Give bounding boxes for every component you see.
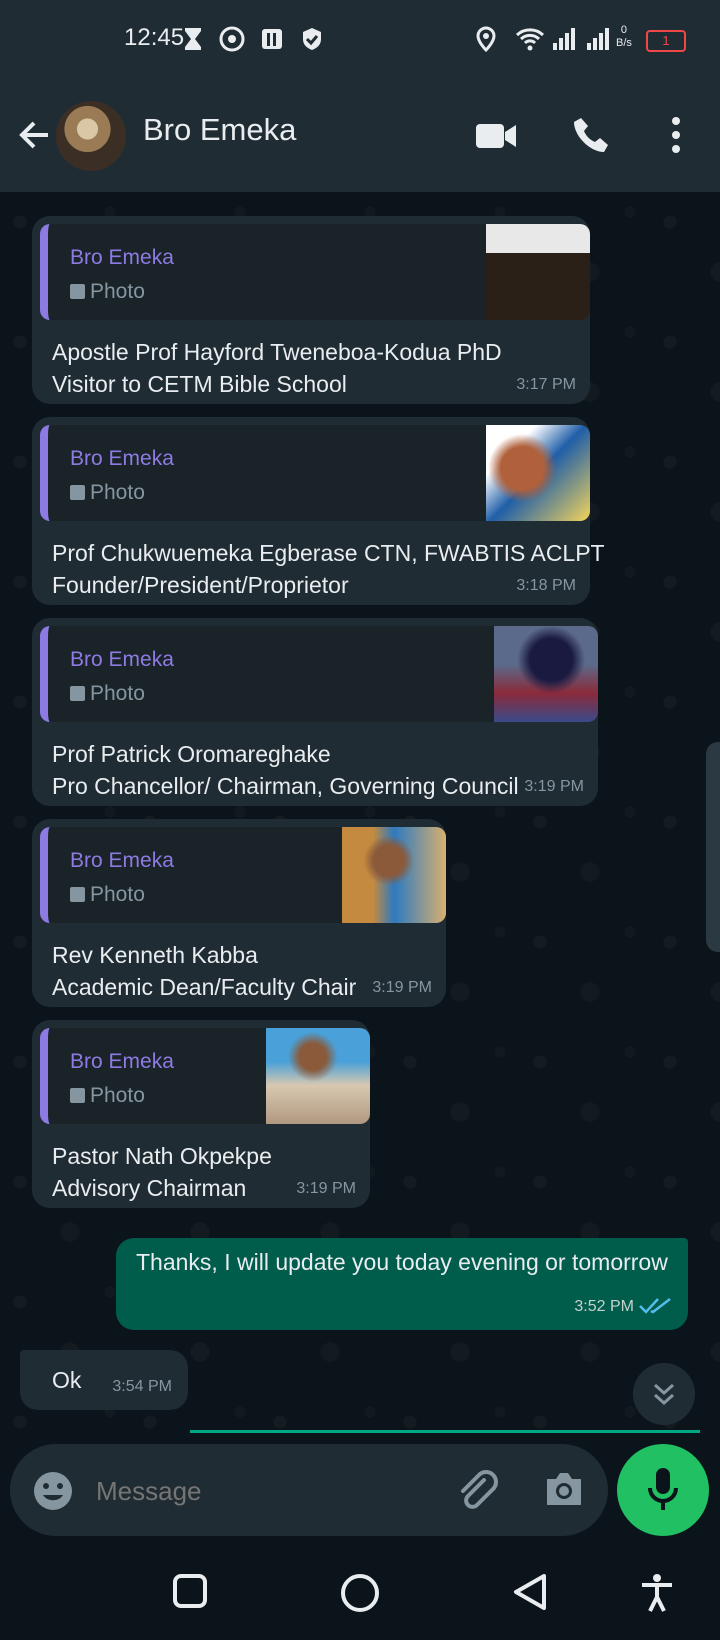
message-text-line1: Prof Chukwuemeka Egberase CTN, FWABTIS ACLPT [52, 540, 605, 566]
divider-line [190, 1430, 700, 1433]
back-arrow-icon[interactable] [14, 115, 54, 155]
signal-icon [551, 26, 577, 52]
message-text-line2: Founder/President/Proprietor [52, 572, 349, 598]
signal-icon-2 [585, 26, 611, 52]
read-receipt-icon [638, 1296, 672, 1316]
message-time: 3:17 PM [516, 376, 576, 393]
photo-thumbnail [494, 626, 598, 722]
quote-sender: Bro Emeka [70, 849, 174, 872]
contact-name[interactable]: Bro Emeka [143, 112, 297, 147]
message-bubble[interactable] [32, 417, 605, 605]
message-bubble[interactable] [32, 1020, 370, 1208]
quoted-photo[interactable] [40, 425, 590, 521]
message-text-line2: Visitor to CETM Bible School [52, 371, 347, 397]
photo-thumbnail [266, 1028, 370, 1124]
battery-icon: 1 [646, 30, 686, 52]
photo-icon [70, 485, 85, 500]
message-text-line1: Prof Patrick Oromareghake [52, 741, 331, 767]
photo-icon [70, 686, 85, 701]
message-text-line1: Apostle Prof Hayford Tweneboa-Kodua PhD [52, 339, 502, 365]
recent-apps-icon[interactable] [172, 1573, 208, 1609]
home-icon[interactable] [340, 1573, 380, 1613]
message-bubble[interactable] [32, 216, 590, 404]
quoted-photo[interactable] [40, 626, 598, 722]
incoming-text: Ok [52, 1367, 82, 1393]
message-input-container[interactable] [10, 1444, 608, 1536]
attach-icon[interactable] [454, 1466, 498, 1514]
emoji-icon[interactable] [32, 1470, 74, 1512]
outgoing-text: Thanks, I will update you today evening or tomorrow [136, 1249, 668, 1275]
location-icon [473, 26, 499, 52]
message-text-line2: Pro Chancellor/ Chairman, Governing Council [52, 773, 519, 799]
photo-thumbnail [486, 425, 590, 521]
chat-area[interactable] [0, 192, 720, 1435]
quoted-photo[interactable] [40, 827, 446, 923]
outgoing-time: 3:52 PM [574, 1298, 634, 1315]
quote-sender: Bro Emeka [70, 1050, 174, 1073]
photo-icon [70, 1088, 85, 1103]
outgoing-message[interactable] [116, 1238, 688, 1330]
quote-type: Photo [70, 883, 145, 907]
camera-icon[interactable] [543, 1470, 585, 1508]
quoted-photo[interactable] [40, 224, 590, 320]
net-speed: 0 B/s [616, 24, 632, 49]
wifi-icon [515, 26, 545, 52]
message-text-line2: Academic Dean/Faculty Chair [52, 974, 357, 1000]
status-time: 12:45 [124, 24, 185, 51]
incoming-message[interactable] [20, 1350, 188, 1410]
scroll-to-bottom-button[interactable] [633, 1363, 695, 1425]
quote-type: Photo [70, 682, 145, 706]
accessibility-icon[interactable] [640, 1573, 674, 1613]
quote-type: Photo [70, 280, 145, 304]
message-text-line2: Advisory Chairman [52, 1175, 247, 1201]
quote-type: Photo [70, 481, 145, 505]
quote-sender: Bro Emeka [70, 246, 174, 269]
message-time: 3:19 PM [372, 979, 432, 996]
message-bubble[interactable] [32, 618, 598, 806]
chrome-icon [219, 26, 245, 52]
quote-sender: Bro Emeka [70, 648, 174, 671]
avatar[interactable] [56, 101, 126, 171]
quote-type: Photo [70, 1084, 145, 1108]
voice-call-icon[interactable] [572, 116, 610, 154]
quoted-photo[interactable] [40, 1028, 370, 1124]
message-text-line1: Rev Kenneth Kabba [52, 942, 258, 968]
photo-thumbnail [486, 224, 590, 320]
voice-message-button[interactable] [617, 1444, 709, 1536]
message-text-line1: Pastor Nath Okpekpe [52, 1143, 272, 1169]
app-icon [259, 26, 285, 52]
incoming-time: 3:54 PM [112, 1378, 172, 1395]
message-time: 3:19 PM [296, 1180, 356, 1197]
photo-thumbnail [342, 827, 446, 923]
photo-icon [70, 887, 85, 902]
status-bar [0, 0, 720, 80]
video-call-icon[interactable] [475, 120, 517, 152]
double-chevron-down-icon [652, 1381, 676, 1407]
quote-sender: Bro Emeka [70, 447, 174, 470]
side-edge-panel-handle[interactable] [706, 742, 720, 952]
shield-icon [299, 26, 325, 52]
more-options-icon[interactable] [668, 114, 684, 156]
hourglass-icon [180, 26, 206, 52]
message-time: 3:19 PM [524, 778, 584, 795]
photo-icon [70, 284, 85, 299]
back-nav-icon[interactable] [512, 1573, 548, 1611]
message-bubble[interactable] [32, 819, 446, 1007]
microphone-icon [647, 1466, 679, 1514]
message-input[interactable] [94, 1468, 418, 1514]
message-time: 3:18 PM [516, 577, 576, 594]
